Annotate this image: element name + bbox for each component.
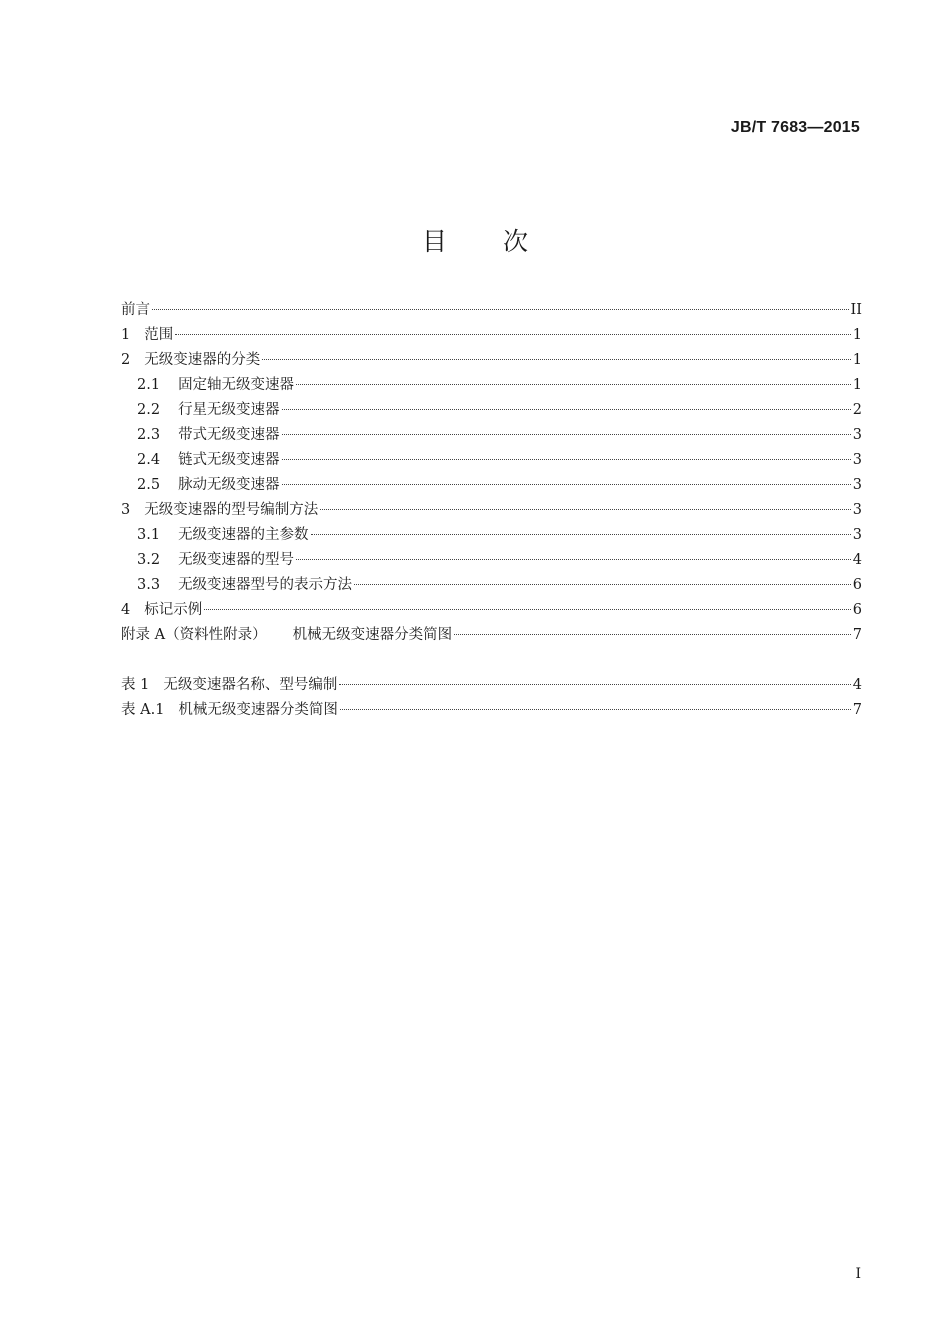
toc-entry-label: 无级变速器的型号	[178, 552, 295, 568]
toc-table-1[interactable]	[121, 673, 862, 698]
toc-entry-label: 标记示例	[144, 602, 203, 618]
table-of-contents	[121, 298, 862, 648]
toc-leader-dots	[311, 534, 851, 535]
toc-entry-number: 3	[121, 502, 131, 518]
toc-entry-number: 3.3	[137, 577, 161, 593]
toc-entry-number: 2.4	[137, 452, 161, 468]
toc-entry-label: 固定轴无级变速器	[178, 377, 295, 393]
toc-entry-2-1[interactable]	[121, 373, 862, 398]
toc-leader-dots	[204, 609, 851, 610]
toc-entry-2-5[interactable]	[121, 473, 862, 498]
toc-entry-page: 1	[852, 377, 862, 393]
toc-entry-3-1[interactable]	[121, 523, 862, 548]
toc-leader-dots	[175, 334, 851, 335]
toc-leader-dots	[320, 509, 851, 510]
document-code: JB/T 7683—2015	[730, 119, 860, 136]
toc-leader-dots	[339, 684, 850, 685]
toc-leader-dots	[282, 409, 851, 410]
toc-entry-page: 3	[852, 477, 862, 493]
toc-entry-label: 链式无级变速器	[178, 452, 280, 468]
toc-leader-dots	[262, 359, 851, 360]
toc-entry-page: 1	[852, 327, 862, 343]
toc-leader-dots	[454, 634, 851, 635]
toc-entry-label: 附录 A（资料性附录）	[121, 627, 267, 643]
toc-entry-3-2[interactable]	[121, 548, 862, 573]
toc-entry-subtitle: 机械无级变速器分类简图	[292, 627, 453, 643]
toc-entry-page: 6	[852, 602, 862, 618]
toc-table-label: 机械无级变速器分类简图	[178, 702, 338, 718]
toc-entry-page: 3	[852, 427, 862, 443]
toc-entry-page: 3	[852, 527, 862, 543]
toc-entry-number: 3.1	[137, 527, 161, 543]
toc-entry-2-4[interactable]	[121, 448, 862, 473]
toc-entry-label: 前言	[121, 302, 150, 318]
toc-entry-number: 3.2	[137, 552, 161, 568]
list-of-tables	[121, 673, 862, 723]
toc-entry-foreword[interactable]	[121, 298, 862, 323]
toc-entry-page: 6	[852, 577, 862, 593]
toc-entry-page: 2	[852, 402, 862, 418]
toc-table-number: 表 1	[121, 677, 150, 693]
toc-entry-label: 无级变速器的型号编制方法	[144, 502, 319, 518]
page-title: 目次	[421, 227, 584, 256]
toc-leader-dots	[282, 484, 851, 485]
toc-entry-2[interactable]	[121, 348, 862, 373]
toc-leader-dots	[282, 459, 851, 460]
toc-table-a1[interactable]	[121, 698, 862, 723]
toc-entry-label: 带式无级变速器	[178, 427, 280, 443]
toc-entry-2-3[interactable]	[121, 423, 862, 448]
toc-entry-label: 无级变速器的主参数	[178, 527, 309, 543]
toc-entry-label: 脉动无级变速器	[178, 477, 280, 493]
page-number: I	[855, 1266, 861, 1282]
toc-entry-2-2[interactable]	[121, 398, 862, 423]
toc-entry-page: 3	[852, 502, 862, 518]
toc-table-number: 表 A.1	[121, 702, 165, 718]
toc-entry-number: 2	[121, 352, 131, 368]
toc-leader-dots	[354, 584, 851, 585]
toc-leader-dots	[296, 384, 851, 385]
toc-leader-dots	[296, 559, 851, 560]
toc-table-page: 7	[852, 702, 862, 718]
toc-leader-dots	[152, 309, 849, 310]
toc-entry-page: 7	[852, 627, 862, 643]
toc-leader-dots	[340, 709, 851, 710]
toc-entry-number: 2.5	[137, 477, 161, 493]
toc-entry-label: 无级变速器型号的表示方法	[178, 577, 353, 593]
toc-entry-number: 1	[121, 327, 131, 343]
toc-entry-3-3[interactable]	[121, 573, 862, 598]
toc-entry-3[interactable]	[121, 498, 862, 523]
toc-entry-page: 3	[852, 452, 862, 468]
toc-entry-number: 4	[121, 602, 131, 618]
toc-entry-number: 2.3	[137, 427, 161, 443]
toc-entry-label: 无级变速器的分类	[144, 352, 261, 368]
toc-entry-1[interactable]	[121, 323, 862, 348]
toc-table-label: 无级变速器名称、型号编制	[163, 677, 338, 693]
toc-entry-4[interactable]	[121, 598, 862, 623]
toc-entry-appendix-a[interactable]	[121, 623, 862, 648]
toc-entry-page: II	[850, 302, 862, 318]
toc-entry-page: 4	[852, 552, 862, 568]
toc-table-page: 4	[852, 677, 862, 693]
toc-entry-number: 2.1	[137, 377, 161, 393]
toc-entry-page: 1	[852, 352, 862, 368]
toc-entry-label: 行星无级变速器	[178, 402, 280, 418]
toc-entry-number: 2.2	[137, 402, 161, 418]
toc-leader-dots	[282, 434, 851, 435]
toc-entry-label: 范围	[144, 327, 174, 343]
